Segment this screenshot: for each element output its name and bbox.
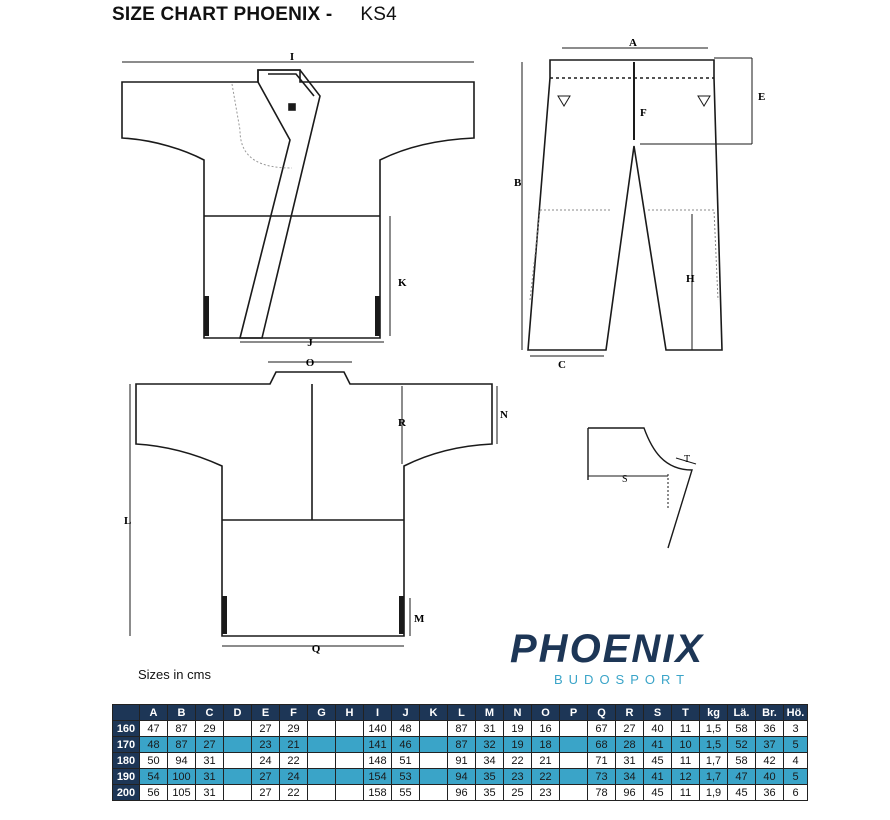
table-cell: 68	[588, 737, 616, 753]
table-cell: 22	[504, 753, 532, 769]
column-header: I	[364, 705, 392, 721]
table-cell: 37	[756, 737, 784, 753]
table-row	[113, 737, 808, 753]
size-cell: 200	[113, 785, 140, 801]
table-cell: 6	[784, 785, 808, 801]
column-header	[113, 705, 140, 721]
table-cell: 5	[784, 769, 808, 785]
model-code: KS4	[360, 4, 397, 25]
table-header-row	[113, 705, 808, 721]
table-cell: 31	[476, 721, 504, 737]
jacket-front-diagram	[122, 70, 474, 338]
table-cell: 19	[504, 721, 532, 737]
table-cell: 105	[168, 785, 196, 801]
table-cell: 48	[140, 737, 168, 753]
table-cell: 11	[672, 785, 700, 801]
table-cell: 32	[476, 737, 504, 753]
column-header: B	[168, 705, 196, 721]
column-header: A	[140, 705, 168, 721]
size-cell: 160	[113, 721, 140, 737]
table-cell: 18	[532, 737, 560, 753]
table-cell	[308, 721, 336, 737]
table-cell: 100	[168, 769, 196, 785]
column-header: N	[504, 705, 532, 721]
column-header: J	[392, 705, 420, 721]
table-cell: 27	[616, 721, 644, 737]
table-cell	[224, 737, 252, 753]
table-cell	[560, 769, 588, 785]
table-cell: 24	[280, 769, 308, 785]
table-cell: 22	[280, 785, 308, 801]
column-header: Lä.	[728, 705, 756, 721]
table-cell	[420, 721, 448, 737]
column-header: M	[476, 705, 504, 721]
table-cell: 45	[728, 785, 756, 801]
table-cell	[336, 753, 364, 769]
table-cell: 58	[728, 721, 756, 737]
table-cell: 28	[616, 737, 644, 753]
table-cell: 36	[756, 785, 784, 801]
table-cell: 94	[168, 753, 196, 769]
table-cell: 42	[756, 753, 784, 769]
column-header: H	[336, 705, 364, 721]
label-T: T	[684, 454, 691, 465]
table-cell: 27	[252, 721, 280, 737]
table-cell: 27	[196, 737, 224, 753]
column-header: T	[672, 705, 700, 721]
table-row	[113, 785, 808, 801]
table-cell	[420, 737, 448, 753]
column-header: O	[532, 705, 560, 721]
column-header: Br.	[756, 705, 784, 721]
table-cell: 141	[364, 737, 392, 753]
table-cell: 27	[252, 785, 280, 801]
column-header: R	[616, 705, 644, 721]
table-cell: 29	[280, 721, 308, 737]
table-cell: 31	[616, 753, 644, 769]
table-cell: 11	[672, 721, 700, 737]
table-cell: 46	[392, 737, 420, 753]
table-cell	[560, 753, 588, 769]
table-cell: 34	[616, 769, 644, 785]
table-cell: 1,5	[700, 737, 728, 753]
table-cell: 48	[392, 721, 420, 737]
jacket-back-diagram	[136, 372, 492, 636]
label-C: C	[558, 359, 566, 371]
column-header: L	[448, 705, 476, 721]
pants-diagram	[528, 60, 722, 350]
table-cell: 35	[476, 769, 504, 785]
table-cell	[420, 785, 448, 801]
table-cell: 87	[448, 737, 476, 753]
table-cell: 35	[476, 785, 504, 801]
table-cell: 1,7	[700, 753, 728, 769]
table-cell: 16	[532, 721, 560, 737]
table-cell: 12	[672, 769, 700, 785]
logo-main-text: PHOENIX	[510, 627, 705, 671]
label-B: B	[514, 177, 522, 189]
table-cell: 148	[364, 753, 392, 769]
label-N: N	[500, 409, 508, 421]
table-cell: 23	[504, 769, 532, 785]
table-cell: 10	[672, 737, 700, 753]
table-row	[113, 769, 808, 785]
table-cell: 47	[728, 769, 756, 785]
table-cell: 25	[504, 785, 532, 801]
column-header: G	[308, 705, 336, 721]
label-R: R	[398, 417, 406, 429]
label-M: M	[414, 613, 425, 625]
table-cell: 96	[616, 785, 644, 801]
size-cell: 180	[113, 753, 140, 769]
table-cell: 34	[476, 753, 504, 769]
table-cell: 5	[784, 737, 808, 753]
table-cell	[224, 753, 252, 769]
table-cell: 23	[252, 737, 280, 753]
logo-sub-text: BUDOSPORT	[554, 672, 691, 687]
column-header: P	[560, 705, 588, 721]
table-cell: 40	[756, 769, 784, 785]
table-cell: 58	[728, 753, 756, 769]
table-cell: 1,9	[700, 785, 728, 801]
table-cell: 41	[644, 737, 672, 753]
label-Q: Q	[311, 643, 321, 655]
table-cell	[336, 769, 364, 785]
collar-diagram	[588, 428, 696, 548]
column-header: S	[644, 705, 672, 721]
label-J: J	[307, 337, 313, 349]
table-cell: 94	[448, 769, 476, 785]
column-header: C	[196, 705, 224, 721]
label-L: L	[124, 515, 132, 527]
table-cell: 67	[588, 721, 616, 737]
table-cell: 91	[448, 753, 476, 769]
table-cell: 45	[644, 785, 672, 801]
table-cell: 3	[784, 721, 808, 737]
table-cell: 36	[756, 721, 784, 737]
table-cell: 21	[532, 753, 560, 769]
table-cell: 87	[168, 737, 196, 753]
table-body	[113, 721, 808, 801]
table-cell	[560, 785, 588, 801]
table-cell: 24	[252, 753, 280, 769]
table-cell: 45	[644, 753, 672, 769]
table-cell: 31	[196, 769, 224, 785]
table-cell: 55	[392, 785, 420, 801]
table-cell: 54	[140, 769, 168, 785]
table-cell: 52	[728, 737, 756, 753]
table-cell	[224, 785, 252, 801]
brand-logo	[510, 628, 760, 687]
table-cell	[224, 769, 252, 785]
table-cell	[560, 737, 588, 753]
title-text: SIZE CHART PHOENIX -	[112, 4, 333, 25]
column-header: K	[420, 705, 448, 721]
label-K: K	[398, 277, 407, 289]
table-cell	[336, 737, 364, 753]
table-cell: 50	[140, 753, 168, 769]
table-cell: 29	[196, 721, 224, 737]
table-cell	[560, 721, 588, 737]
column-header: kg	[700, 705, 728, 721]
table-cell: 53	[392, 769, 420, 785]
table-cell: 78	[588, 785, 616, 801]
units-note: Sizes in cms	[138, 667, 211, 682]
table-row	[113, 721, 808, 737]
size-cell: 190	[113, 769, 140, 785]
table-cell: 1,5	[700, 721, 728, 737]
table-cell: 73	[588, 769, 616, 785]
label-S: S	[622, 474, 628, 485]
table-cell	[308, 785, 336, 801]
table-cell: 41	[644, 769, 672, 785]
table-cell: 1,7	[700, 769, 728, 785]
table-cell: 22	[532, 769, 560, 785]
table-cell: 158	[364, 785, 392, 801]
column-header: E	[252, 705, 280, 721]
table-cell: 71	[588, 753, 616, 769]
table-cell	[420, 753, 448, 769]
table-cell: 40	[644, 721, 672, 737]
table-cell	[224, 721, 252, 737]
table-cell: 96	[448, 785, 476, 801]
table-cell: 22	[280, 753, 308, 769]
table-row	[113, 753, 808, 769]
label-E: E	[758, 91, 766, 103]
table-cell: 11	[672, 753, 700, 769]
jacket-back-dimensions	[130, 362, 497, 646]
label-A: A	[629, 37, 637, 49]
label-H: H	[686, 273, 695, 285]
table-cell	[336, 721, 364, 737]
label-F: F	[640, 107, 647, 119]
table-cell	[308, 769, 336, 785]
label-O: O	[305, 357, 315, 369]
table-cell: 51	[392, 753, 420, 769]
table-cell: 87	[168, 721, 196, 737]
table-cell: 56	[140, 785, 168, 801]
table-cell: 4	[784, 753, 808, 769]
label-I: I	[289, 51, 295, 63]
jacket-front-dimensions	[122, 62, 474, 342]
table-cell: 21	[280, 737, 308, 753]
table-cell	[336, 785, 364, 801]
table-cell: 31	[196, 785, 224, 801]
size-table	[112, 704, 808, 801]
size-cell: 170	[113, 737, 140, 753]
table-cell: 19	[504, 737, 532, 753]
column-header: Q	[588, 705, 616, 721]
table-cell: 87	[448, 721, 476, 737]
table-cell: 47	[140, 721, 168, 737]
table-cell: 31	[196, 753, 224, 769]
table-cell: 154	[364, 769, 392, 785]
table-cell: 27	[252, 769, 280, 785]
table-cell	[420, 769, 448, 785]
column-header: Hö.	[784, 705, 808, 721]
column-header: D	[224, 705, 252, 721]
table-cell: 23	[532, 785, 560, 801]
table-cell	[308, 737, 336, 753]
column-header: F	[280, 705, 308, 721]
table-cell	[308, 753, 336, 769]
table-cell: 140	[364, 721, 392, 737]
